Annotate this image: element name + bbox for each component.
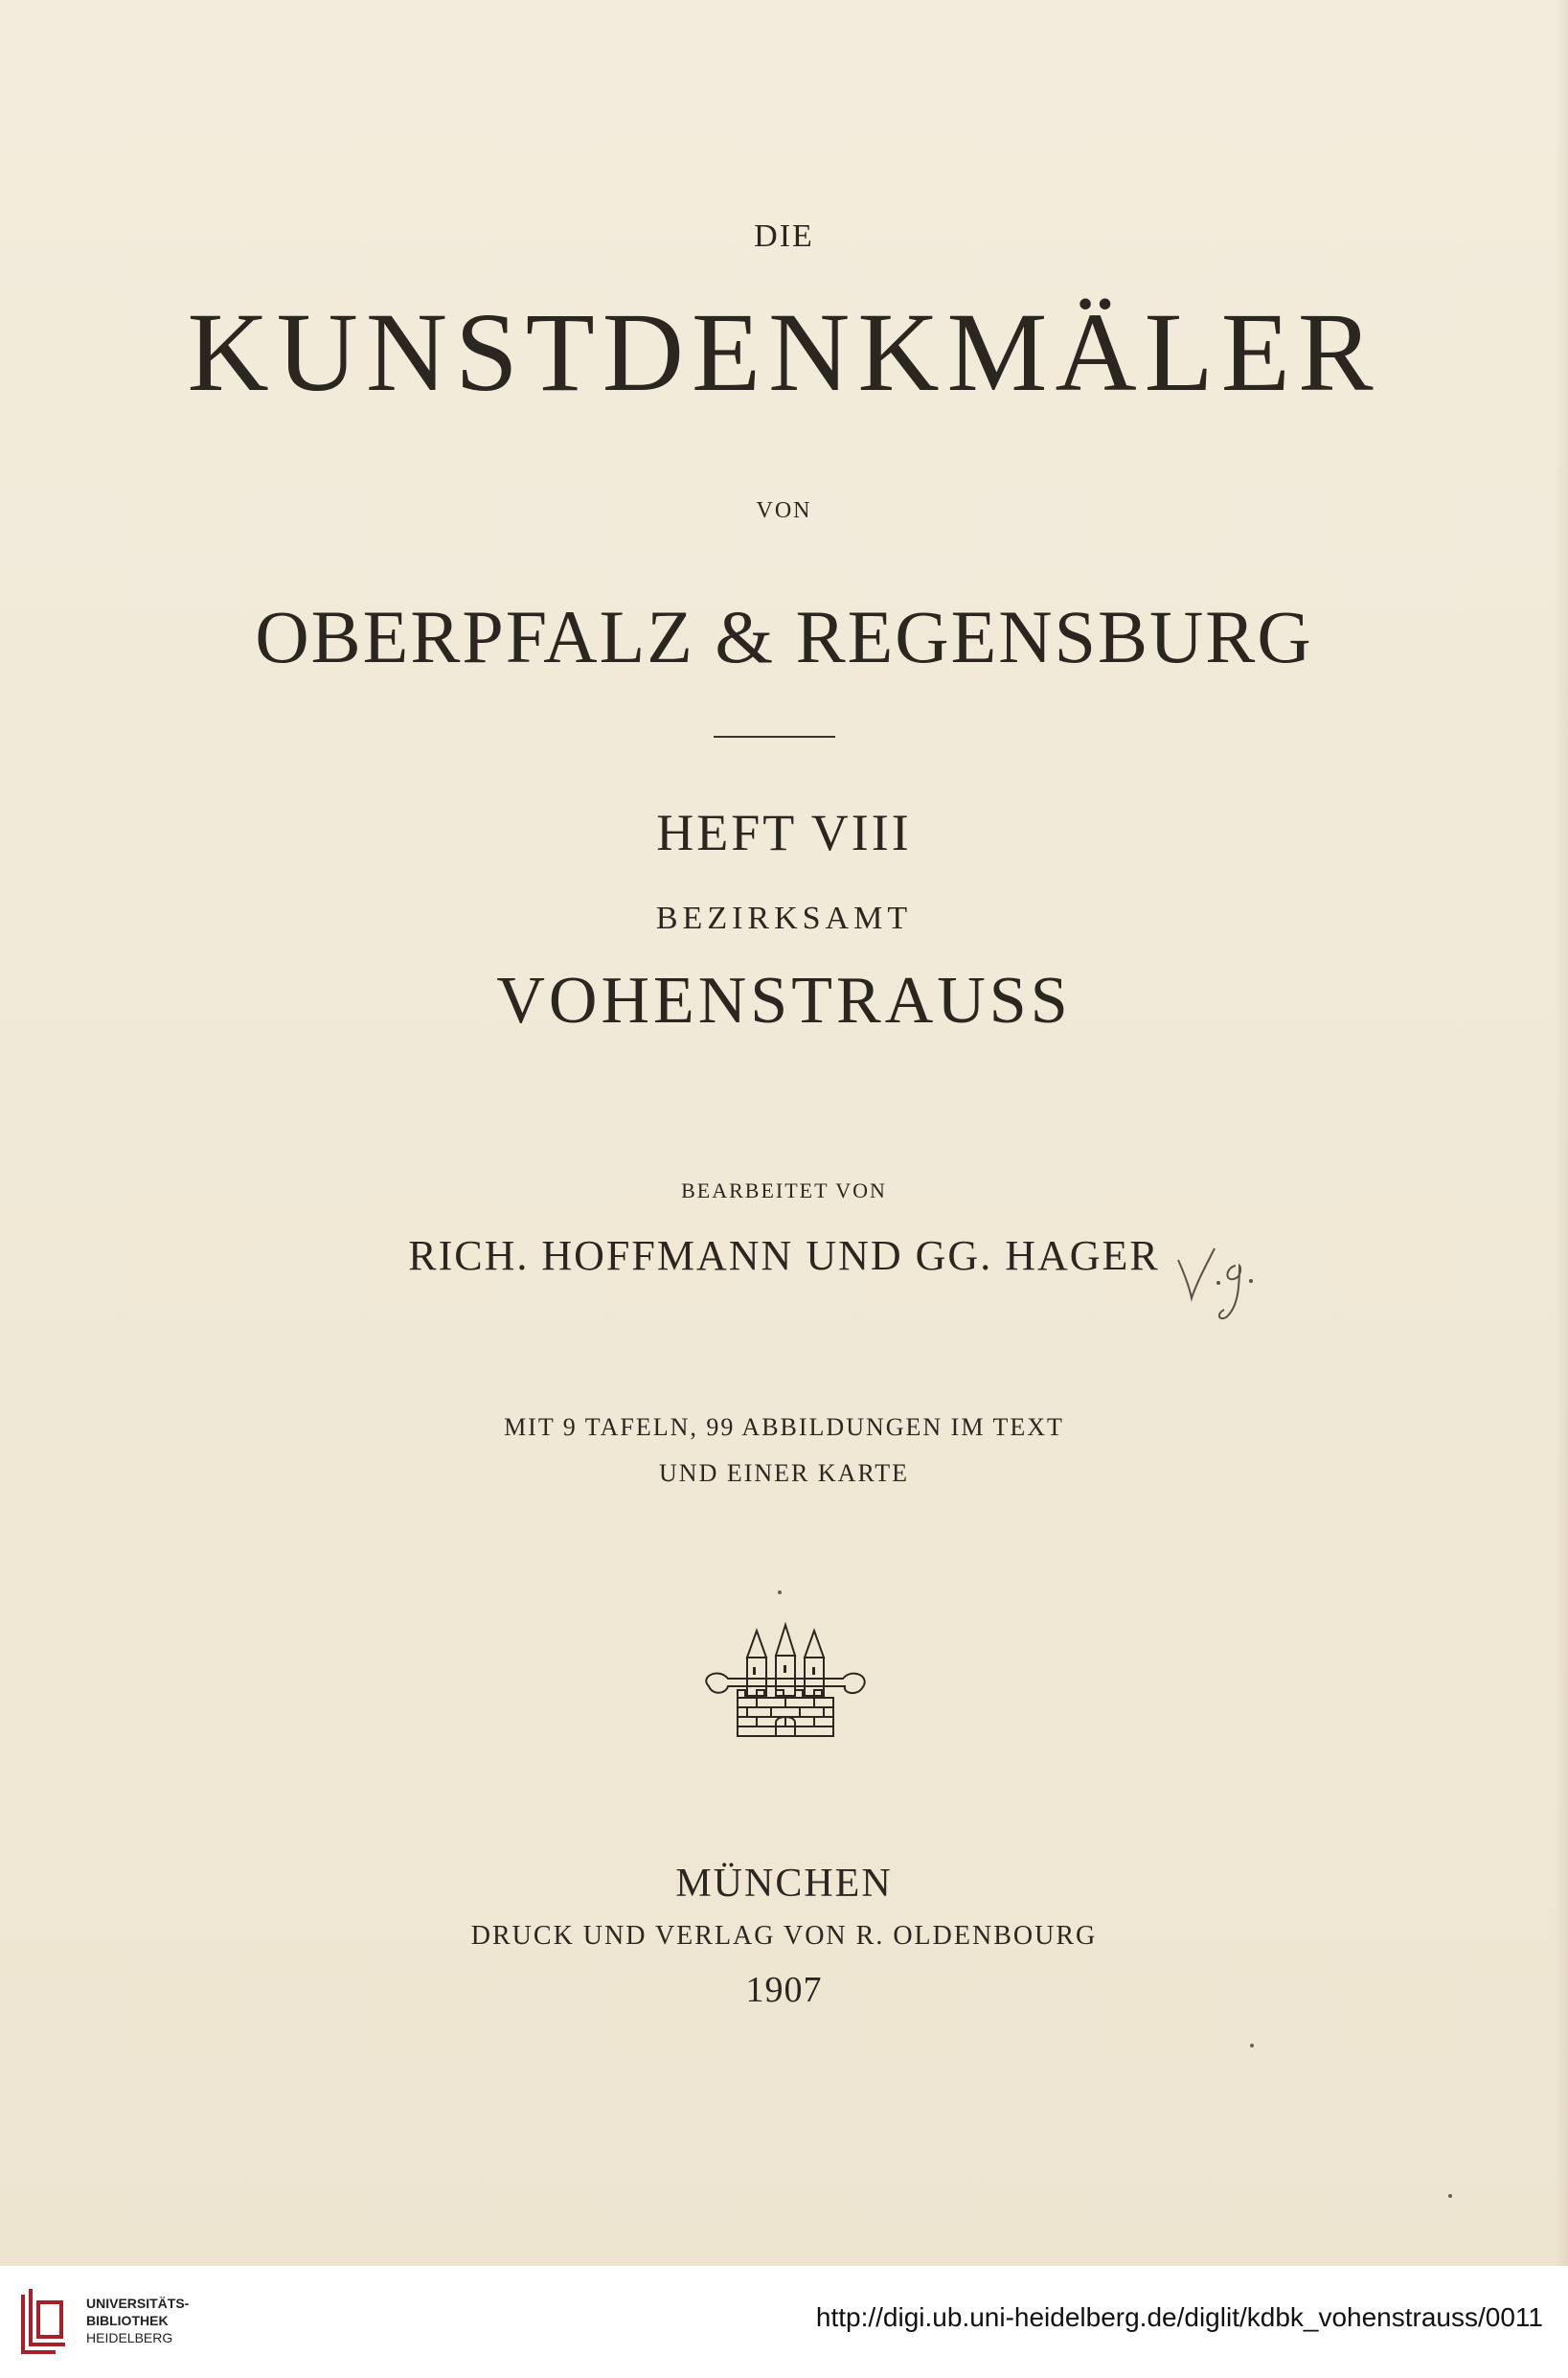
bezirksamt-label: BEZIRKSAMT xyxy=(655,901,913,936)
illustrations-line-2: UND EINER KARTE xyxy=(659,1459,909,1487)
divider-rule xyxy=(714,736,835,738)
digitization-footer xyxy=(0,2266,1568,2378)
title-von: VON xyxy=(756,498,812,523)
publisher: DRUCK UND VERLAG VON R. OLDENBOURG xyxy=(470,1921,1098,1951)
library-name-line-1: UNIVERSITÄTS- xyxy=(86,2296,190,2311)
paper-speck xyxy=(778,1590,782,1594)
handwritten-signature-icon xyxy=(1159,1222,1264,1327)
permalink-url[interactable]: http://digi.ub.uni-heidelberg.de/diglit/kdbk_vohenstrauss/0011 xyxy=(815,2302,1543,2332)
region-title: OBERPFALZ & REGENSBURG xyxy=(255,595,1313,678)
title-die: DIE xyxy=(754,218,814,254)
publication-city: MÜNCHEN xyxy=(675,1862,893,1906)
bearbeitet-von-label: BEARBEITET VON xyxy=(681,1178,887,1202)
castle-emblem-icon xyxy=(699,1619,872,1753)
publication-year: 1907 xyxy=(745,1970,823,2010)
library-name-line-2: BIBLIOTHEK xyxy=(86,2313,169,2328)
paper-speck xyxy=(1448,2194,1452,2198)
illustrations-line-1: MIT 9 TAFELN, 99 ABBILDUNGEN IM TEXT xyxy=(504,1413,1064,1441)
library-name xyxy=(86,2295,189,2346)
authors: RICH. HOFFMANN UND GG. HAGER xyxy=(408,1232,1160,1279)
paper-speck xyxy=(1250,2044,1254,2047)
library-logo-icon xyxy=(17,2285,77,2360)
district-title: VOHENSTRAUSS xyxy=(496,964,1072,1038)
heft-number: HEFT VIII xyxy=(656,804,912,861)
main-title: KUNSTDENKMÄLER xyxy=(187,289,1381,415)
library-name-line-3: HEIDELBERG xyxy=(86,2330,173,2345)
